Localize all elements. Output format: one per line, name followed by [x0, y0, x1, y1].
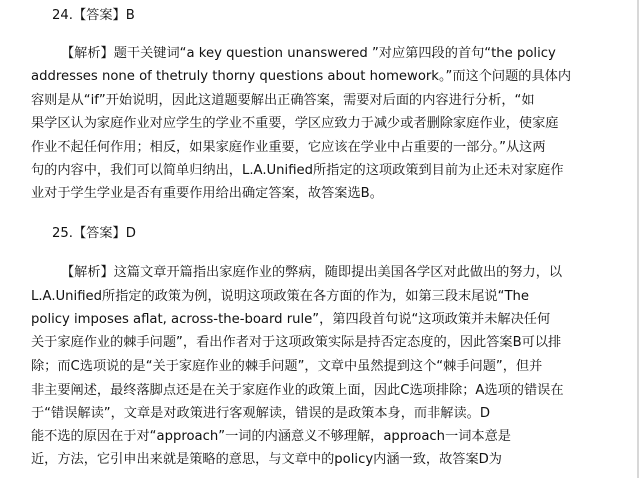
- analysis-25-line-1: 【解析】这篇文章开篇指出家庭作业的弊病，随即提出美国各学区对此做出的努力，以: [61, 265, 563, 280]
- analysis-24-line-7: 业对于学生学业是否有重要作用给出确定答案，故答案选B。: [31, 186, 383, 201]
- analysis-25-line-7: 于“错误解读”，文章是对政策进行客观解读，错误的是政策本身，而非解读。D: [31, 406, 491, 421]
- analysis-25-line-5: 除；而C选项说的是“关于家庭作业的棘手问题”，文章中虽然提到这个“棘手问题”，但并: [31, 359, 543, 374]
- analysis-25-line-4: 关于家庭作业的棘手问题”，看出作者对于这项政策实际是持否定态度的，因此答案B可以排: [31, 335, 562, 350]
- analysis-25-line-8: 能不选的原因在于对“approach”一词的内涵意义不够理解，approach一词本意是: [31, 429, 511, 444]
- analysis-24-line-2: addresses none of thetruly thorny questions about homework。”而这个问题的具体内: [31, 69, 572, 84]
- analysis-24-line-4: 果学区认为家庭作业对应学生的学业不重要，学区应致力于减少或者删除家庭作业，使家庭: [31, 116, 559, 131]
- analysis-24-line-3: 容则是从“if”开始说明，因此这道题要解出正确答案，需要对后面的内容进行分析，“如: [31, 93, 535, 108]
- answer-25-header: 25.【答案】D: [52, 226, 136, 241]
- analysis-25-line-6: 非主要阐述，最终落脚点还是在关于家庭作业的政策上面，因此C选项排除；A选项的错误在: [31, 383, 564, 398]
- answer-24-header: 24.【答案】B: [52, 8, 135, 23]
- analysis-25-line-9: 近，方法，它引申出来就是策略的意思，与文章中的policy内涵一致，故答案D为: [31, 452, 502, 467]
- analysis-24-line-1: 【解析】题干关键词“a key question unanswered ”对应第四段的首句“the policy: [61, 46, 556, 61]
- analysis-24-line-6: 句的内容中，我们可以简单归纳出，L.A.Unified所指定的这项政策到目前为止还未对家庭作: [31, 163, 564, 178]
- analysis-24-line-5: 作业不起任何作用；相反，如果家庭作业重要，它应该在学业中占重要的一部分。”从这两: [31, 140, 546, 155]
- analysis-25-line-3: policy imposes aflat, across-the-board rule”，第四段首句说“这项政策并未解决任何: [31, 312, 551, 327]
- analysis-25-line-2: L.A.Unified所指定的政策为例，说明这项政策在各方面的作为，如第三段末尾说“The: [31, 289, 529, 304]
